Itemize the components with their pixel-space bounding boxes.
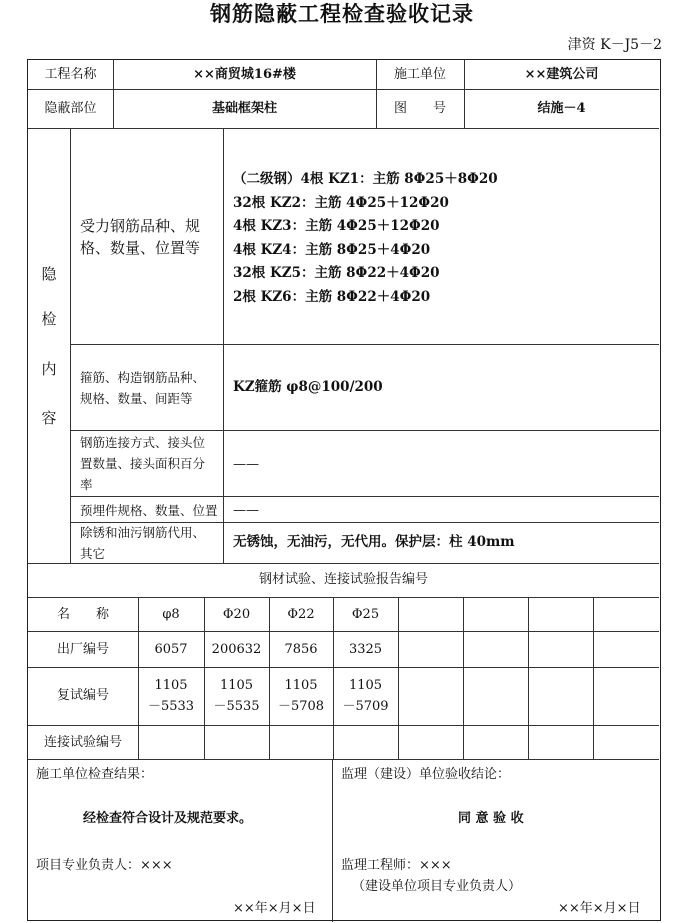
item-label: 箍筋、构造钢筋品种、 规格、数量、间距等	[80, 370, 206, 406]
project-name-value: ××商贸城16#楼	[193, 67, 296, 82]
factory-cell: 6057	[154, 642, 188, 657]
name-cell: Φ22	[287, 607, 315, 622]
form-title: 钢筋隐蔽工程检查验收记录	[210, 2, 474, 26]
item-label: 钢筋连接方式、接头位 置数量、接头面积百分 率	[80, 435, 206, 492]
form-code: 津资 K－J5－2	[567, 37, 662, 53]
drawing-label: 图 号	[393, 101, 446, 116]
name-cell: φ8	[162, 607, 180, 622]
connection-label: 连接试验编号	[43, 735, 122, 750]
supervisor-person: 监理工程师：×××	[341, 858, 452, 873]
item-value: 无锈蚀，无油污，无代用。保护层：柱 40mm	[233, 534, 515, 550]
item-value: KZ箍筋 φ8@100/200	[233, 379, 383, 395]
item-label: 预埋件规格、数量、位置	[80, 503, 218, 518]
section-label-char: 内	[41, 360, 57, 378]
factory-cell: 7856	[284, 642, 318, 657]
retest-cell: 1105 －5535	[213, 678, 260, 714]
retest-cell: 1105 －5708	[277, 678, 325, 714]
contractor-result-label: 施工单位检查结果：	[36, 767, 154, 782]
item-value: ——	[233, 457, 259, 472]
name-label: 名 称	[56, 607, 109, 622]
supervisor-note: （建设单位项目专业负责人）	[352, 879, 522, 894]
contractor-person: 项目专业负责人：×××	[36, 858, 173, 873]
contractor-label: 施工单位	[393, 67, 446, 82]
item-value: （二级钢）4根 KZ1：主筋 8Φ25＋8Φ20 32根 KZ2：主筋 4Φ25＋12Φ20 4根 KZ3：主筋 4Φ25＋12Φ20 4根 KZ4：主筋 8Φ25＋4Φ20 32根 KZ5：主筋 8Φ22＋4Φ20 2根 KZ6：主筋 8Φ22＋4Φ20	[233, 171, 498, 305]
retest-cell: 1105 －5533	[147, 678, 195, 714]
name-cell: Φ25	[351, 607, 380, 622]
supervisor-date: ××年×月×日	[558, 901, 641, 916]
name-cell: Φ20	[222, 607, 251, 622]
retest-cell: 1105 －5709	[342, 678, 389, 714]
project-name-label: 工程名称	[44, 67, 97, 82]
section-label-char: 隐	[41, 265, 57, 283]
section-label-char: 检	[41, 310, 57, 328]
factory-cell: 200632	[211, 642, 262, 657]
contractor-date: ××年×月×日	[233, 901, 316, 916]
item-label: 受力钢筋品种、规 格、数量、位置等	[80, 217, 201, 257]
location-label: 隐蔽部位	[44, 101, 97, 116]
supervisor-result: 同 意 验 收	[458, 811, 524, 826]
item-value: ——	[233, 503, 259, 518]
drawing-value: 结施－4	[537, 101, 586, 116]
tests-title: 钢材试验、连接试验报告编号	[258, 572, 428, 587]
section-label-char: 容	[41, 409, 57, 427]
retest-label: 复试编号	[56, 688, 109, 703]
factory-label: 出厂编号	[56, 642, 109, 657]
item-label: 除锈和油污钢筋代用、 其它	[80, 525, 206, 561]
record-sheet	[27, 59, 661, 921]
location-value: 基础框架柱	[211, 101, 277, 116]
contractor-value: ××建筑公司	[524, 67, 599, 82]
contractor-result: 经检查符合设计及规范要求。	[83, 811, 253, 826]
supervisor-result-label: 监理（建设）单位验收结论：	[341, 767, 511, 782]
factory-cell: 3325	[348, 642, 383, 657]
